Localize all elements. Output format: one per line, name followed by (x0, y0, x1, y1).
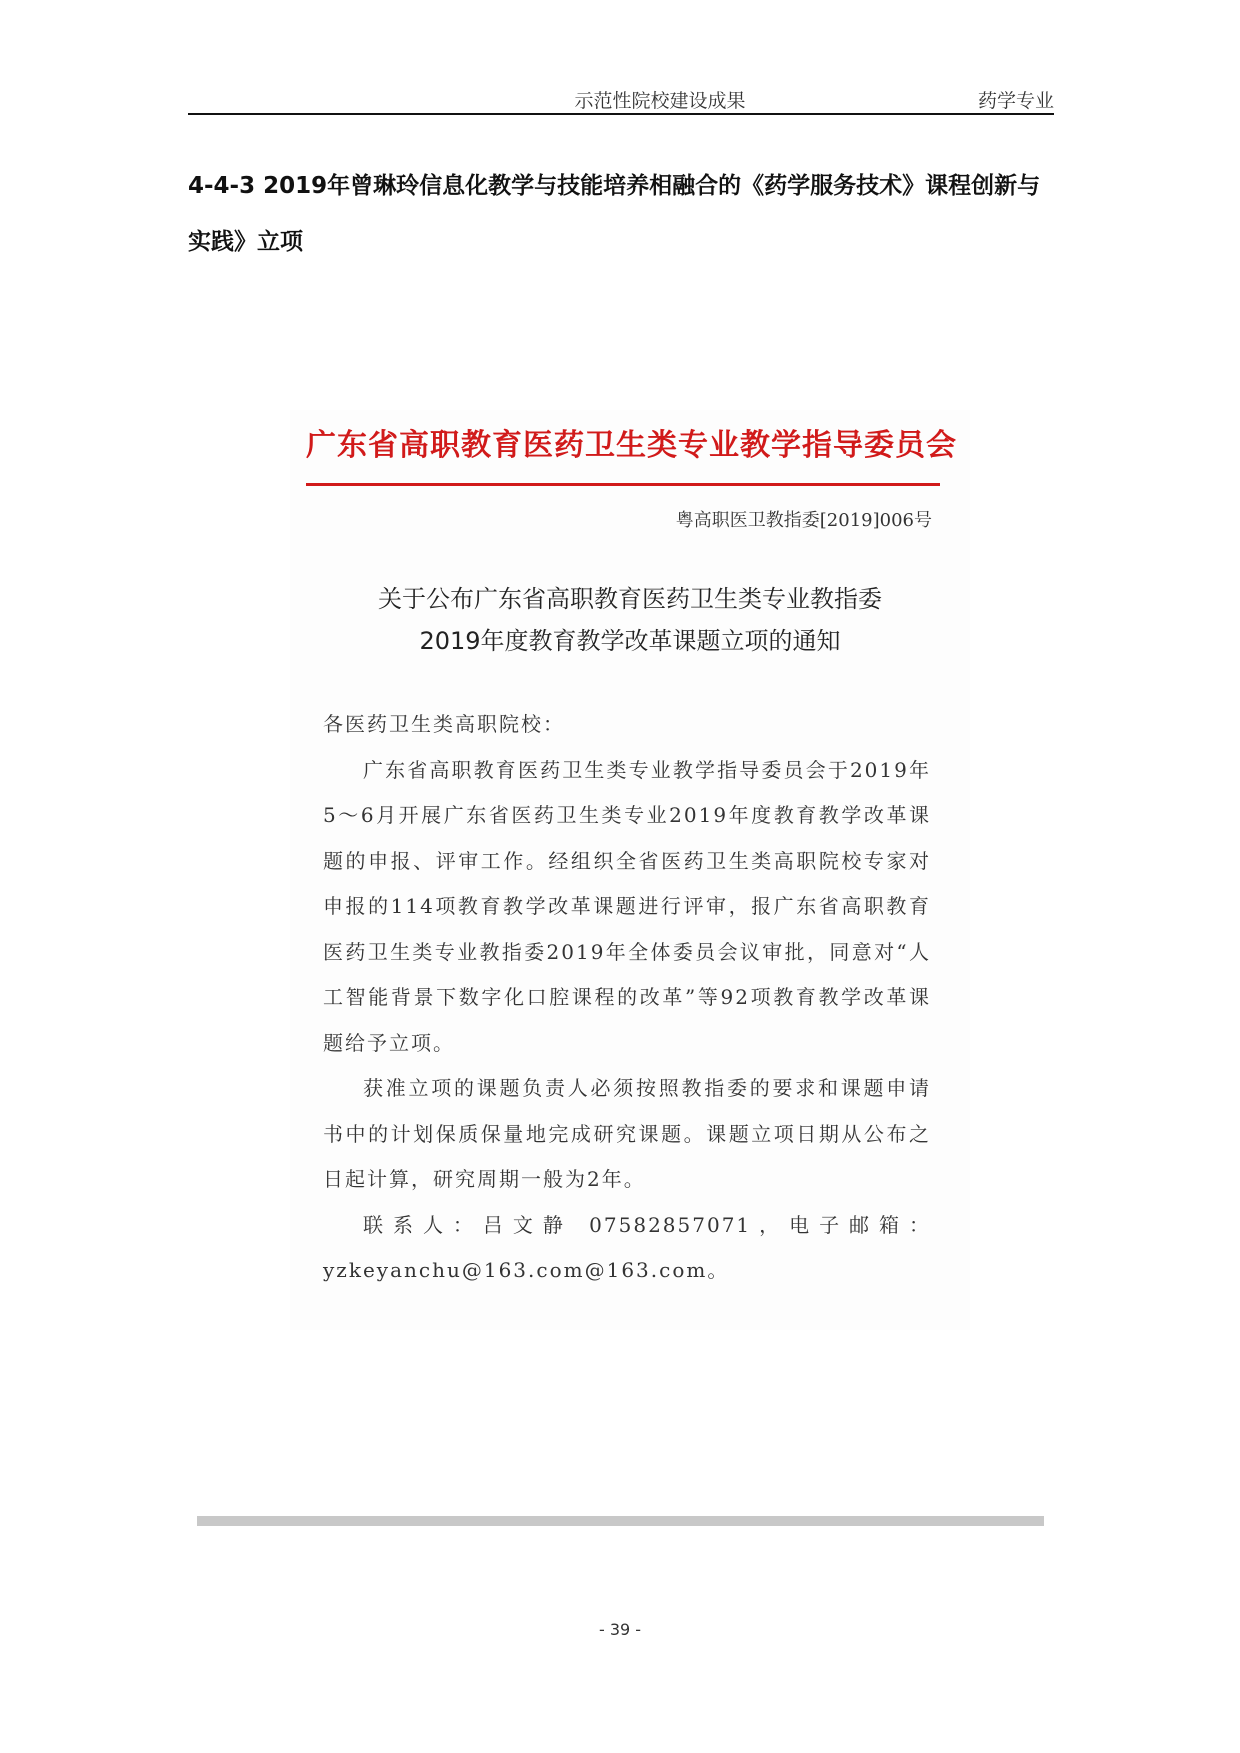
notice-title (290, 578, 970, 662)
page-number: - 39 - (598, 1620, 642, 1639)
salutation: 各医药卫生类高职院校： (323, 712, 565, 736)
header-center-title: 示范性院校建设成果 (574, 90, 746, 112)
notice-body (323, 702, 931, 1294)
section-title: 4-4-3 2019年曾琳玲信息化教学与技能培养相融合的《药学服务技术》课程创新与实践》立项 (188, 173, 1041, 255)
paragraph-contact: 联系人：吕文静 07582857071，电子邮箱：yzkeyanchu@163.com@163.com。 (323, 1212, 931, 1282)
paragraph-1: 广东省高职教育医药卫生类专业教学指导委员会于2019年5～6月开展广东省医药卫生类专业2019年度教育教学改革课题的申报、评审工作。经组织全省医药卫生类高职院校专家对申报的114项教育教学改革课题进行评审，报广东省高职教育医药卫生类专业教指委2019年全体委员会议审批，同意对“人工智能背景下数字化口腔课程的改革”等92项教育教学改革课题给予立项。 (323, 757, 931, 1055)
paragraph-2: 获准立项的课题负责人必须按照教指委的要求和课题申请书中的计划保质保量地完成研究课题。课题立项日期从公布之日起计算，研究周期一般为2年。 (323, 1076, 931, 1191)
header-right-title: 药学专业 (977, 90, 1054, 112)
document-number: 粤高职医卫教指委[2019]006号 (675, 510, 932, 531)
scanned-notice-image (290, 410, 970, 1330)
bottom-gray-bar (197, 1516, 1044, 1526)
committee-name: 广东省高职教育医药卫生类专业教学指导委员会 (306, 428, 957, 463)
header-rule (188, 113, 1054, 115)
notice-title-line-1: 关于公布广东省高职教育医药卫生类专业教指委 (378, 585, 882, 613)
notice-title-line-2: 2019年度教育教学改革课题立项的通知 (419, 627, 841, 655)
red-divider (306, 483, 940, 486)
